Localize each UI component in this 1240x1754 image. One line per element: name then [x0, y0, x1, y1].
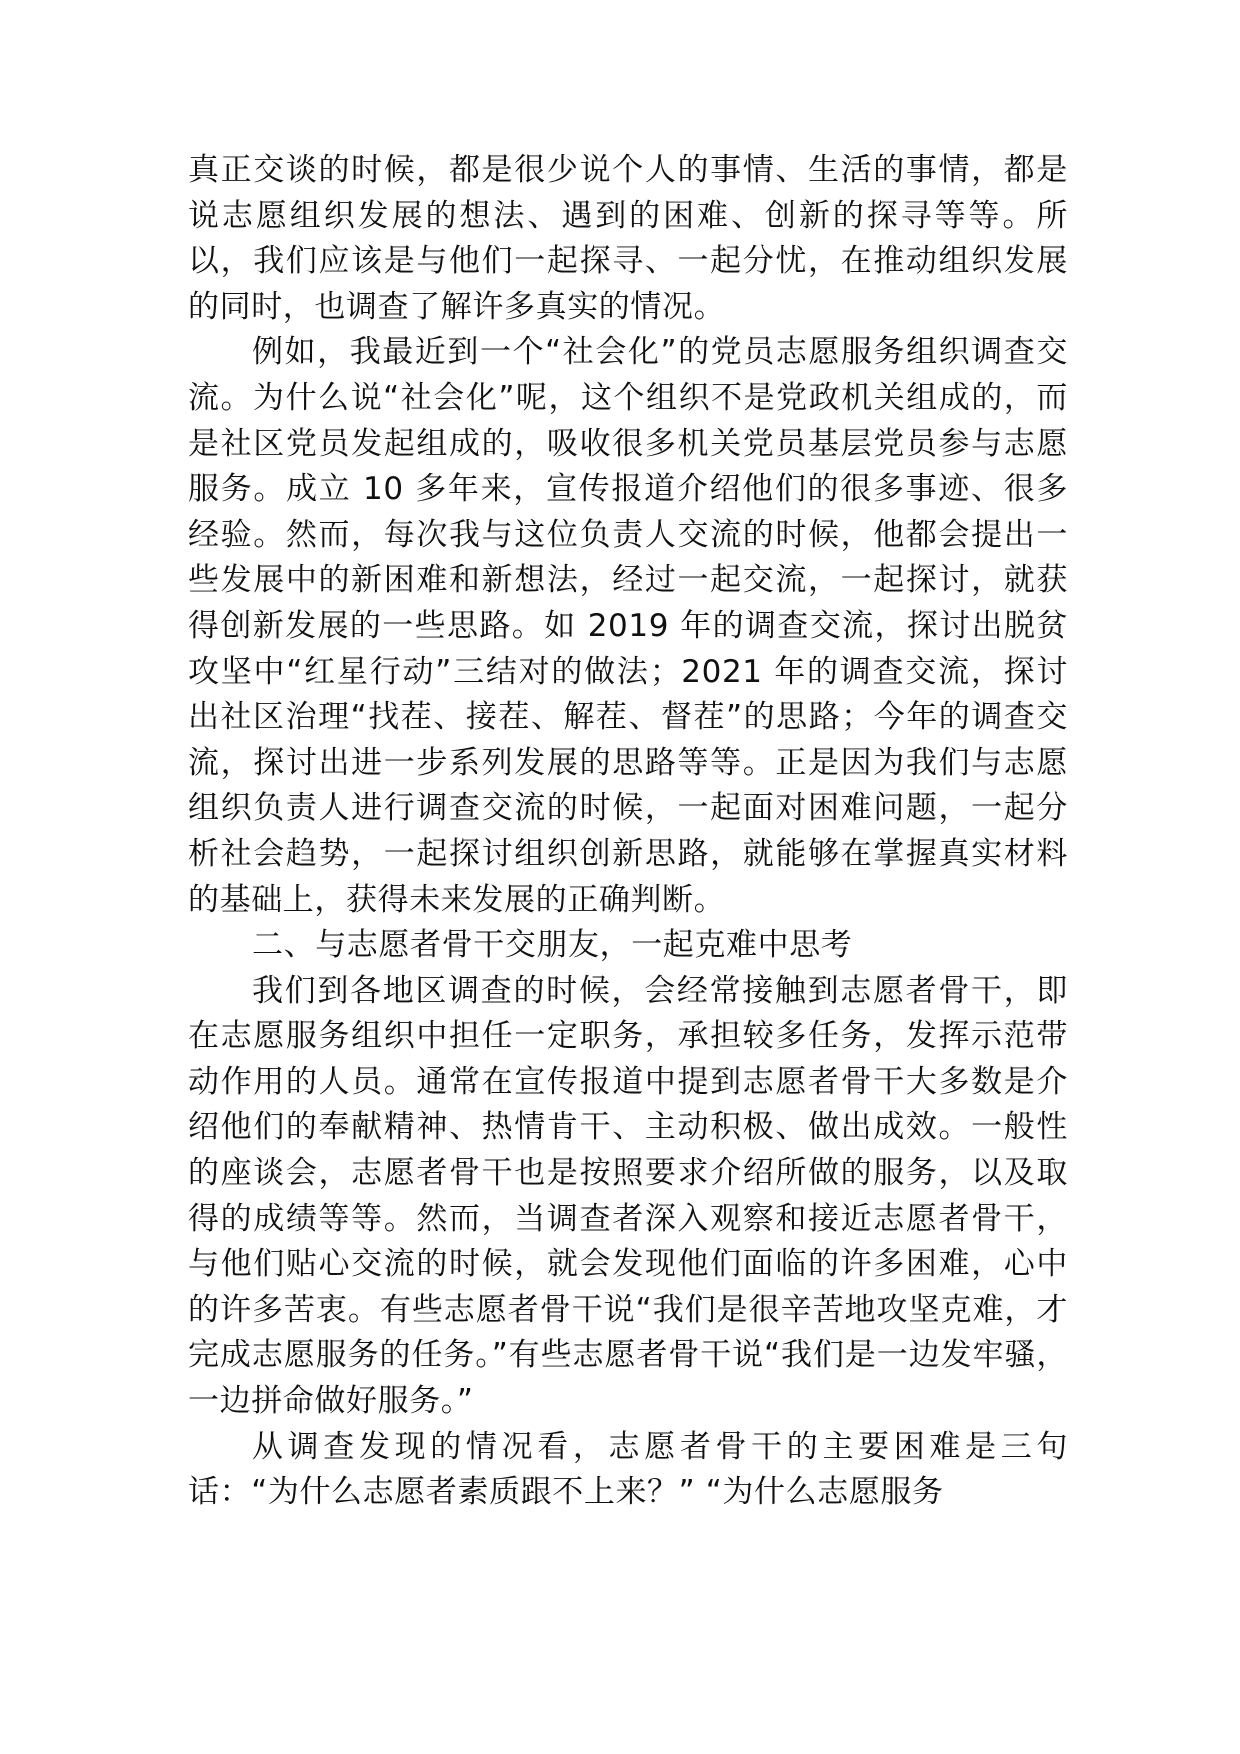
- section-heading: 二、与志愿者骨干交朋友，一起克难中思考: [252, 927, 853, 964]
- paragraph-continuation: 真正交谈的时候，都是很少说个人的事情、生活的事情，都是说志愿组织发展的想法、遇到的困难、创新的探寻等等。所以，我们应该是与他们一起探寻、一起分忧，在推动组织发展的同时，也调查了解许多真实的情况。: [188, 152, 1068, 325]
- paragraph-survey-findings: 从调查发现的情况看，志愿者骨干的主要困难是三句话：“为什么志愿者素质跟不上来？” “为什么志愿服务: [188, 1428, 1068, 1511]
- document-body: [188, 148, 1068, 1516]
- paragraph-volunteer-backbone: 我们到各地区调查的时候，会经常接触到志愿者骨干，即在志愿服务组织中担任一定职务，承担较多任务，发挥示范带动作用的人员。通常在宣传报道中提到志愿者骨干大多数是介绍他们的奉献精神、热情肯干、主动积极、做出成效。一般性的座谈会，志愿者骨干也是按照要求介绍所做的服务，以及取得的成绩等等。然而，当调查者深入观察和接近志愿者骨干，与他们贴心交流的时候，就会发现他们面临的许多困难，心中的许多苦衷。有些志愿者骨干说“我们是很辛苦地攻坚克难，才完成志愿服务的任务。”有些志愿者骨干说“我们是一边发牢骚，一边拼命做好服务。”: [188, 972, 1068, 1420]
- paragraph-example: 例如，我最近到一个“社会化”的党员志愿服务组织调查交流。为什么说“社会化”呢，这个组织不是党政机关组成的，而是社区党员发起组成的，吸收很多机关党员基层党员参与志愿服务。成立 10 多年来，宣传报道介绍他们的很多事迹、很多经验。然而，每次我与这位负责人交流的时候，他都会提出一些发展中的新困难和新想法，经过一起交流，一起探讨，就获得创新发展的一些思路。如 2019 年的调查交流，探讨出脱贫攻坚中“红星行动”三结对的做法；2021 年的调查交流，探讨出社区治理“找茬、接茬、解茬、督茬”的思路；今年的调查交流，探讨出进一步系列发展的思路等等。正是因为我们与志愿组织负责人进行调查交流的时候，一起面对困难问题，一起分析社会趋势，一起探讨组织创新思路，就能够在掌握真实材料的基础上，获得未来发展的正确判断。: [188, 334, 1068, 918]
